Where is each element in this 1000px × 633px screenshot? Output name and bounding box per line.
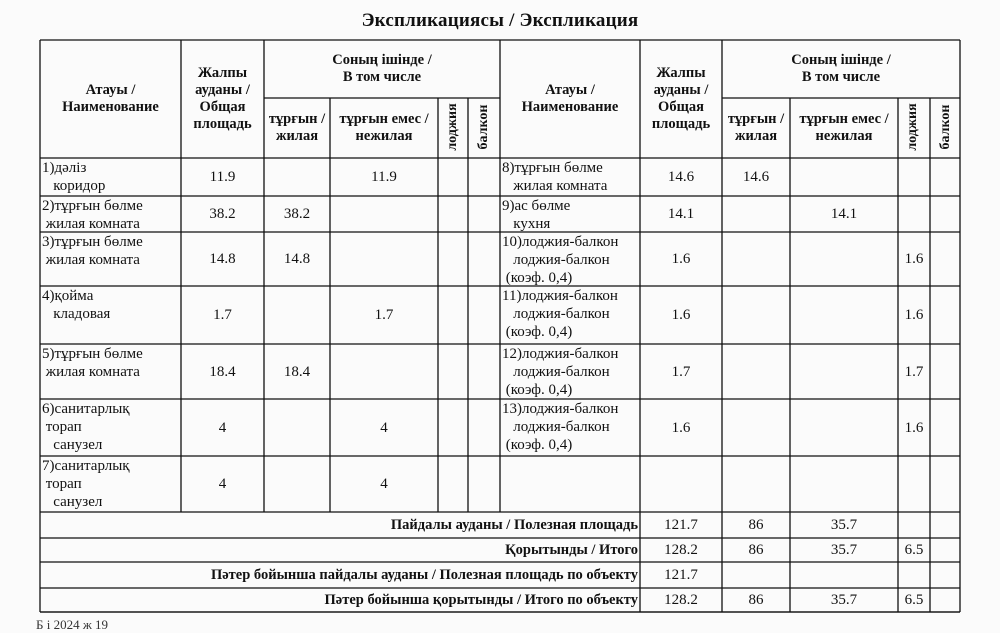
- header-nonliving-left: тұрғын емес / нежилая: [339, 111, 429, 144]
- row-nonliving-left: [330, 232, 438, 286]
- row-total-right: 14.1: [667, 206, 695, 222]
- footer-total: 128.2: [664, 542, 698, 558]
- row-name-right: [502, 457, 639, 511]
- row-nonliving-left: [330, 196, 438, 232]
- row-living-left: [264, 399, 330, 456]
- row-loggia-right: 1.6: [904, 251, 924, 267]
- row-nonliving-left: 4: [380, 476, 388, 492]
- row-total-right: 14.6: [667, 169, 695, 185]
- row-loggia-right: [898, 456, 930, 512]
- footer-total: 128.2: [664, 592, 698, 608]
- row-total-right: 1.7: [671, 363, 691, 380]
- row-name-left: 1)дәліз коридор: [42, 160, 106, 194]
- footer-label: Қорытынды / Итого: [505, 542, 638, 558]
- footer-living: 86: [748, 542, 764, 558]
- header-loggia-left: лоджия: [445, 103, 460, 151]
- header-name-left: Атауы / Наименование: [62, 82, 159, 115]
- row-nonliving-left: [330, 344, 438, 399]
- row-balcony-right: [930, 196, 960, 232]
- footer-balcony: [930, 562, 960, 588]
- row-loggia-right: 1.7: [904, 363, 924, 380]
- row-balcony-right: [930, 399, 960, 456]
- row-total-left: 4: [218, 419, 227, 436]
- row-total-left: 4: [218, 476, 227, 492]
- bottom-note: Б і 2024 ж 19: [36, 617, 109, 632]
- row-nonliving-right: [790, 286, 898, 344]
- row-balcony-left: [468, 232, 500, 286]
- row-total-right: 1.6: [671, 419, 691, 436]
- row-balcony-left: [468, 344, 500, 399]
- row-living-left: 38.2: [283, 206, 311, 222]
- footer-label: Пәтер бойынша пайдалы ауданы / Полезная площадь по объекту: [210, 567, 638, 583]
- footer-living: 86: [748, 517, 764, 533]
- row-balcony-left: [468, 196, 500, 232]
- footer-label: Пәтер бойынша қорытынды / Итого по объекту: [324, 592, 638, 608]
- row-loggia-left: [438, 158, 468, 196]
- row-balcony-right: [930, 344, 960, 399]
- row-loggia-left: [438, 456, 468, 512]
- row-total-right: 1.6: [671, 251, 691, 267]
- row-nonliving-right: [790, 158, 898, 196]
- row-balcony-right: [930, 286, 960, 344]
- row-balcony-left: [468, 399, 500, 456]
- header-nonliving-right: тұрғын емес / нежилая: [799, 111, 889, 144]
- row-loggia-left: [438, 196, 468, 232]
- header-balcony-right: балкон: [938, 104, 953, 150]
- footer-balcony: [930, 588, 960, 612]
- row-living-right: [722, 456, 790, 512]
- footer-loggia: 6.5: [904, 542, 924, 558]
- row-total-right: 1.6: [671, 307, 691, 323]
- row-balcony-right: [930, 158, 960, 196]
- row-total-left: 14.8: [209, 251, 236, 267]
- footer-balcony: [930, 512, 960, 538]
- row-loggia-left: [438, 344, 468, 399]
- header-loggia-right: лоджия: [905, 103, 920, 151]
- row-total-left: 18.4: [209, 363, 236, 380]
- footer-total: 121.7: [664, 567, 698, 583]
- row-loggia-left: [438, 232, 468, 286]
- row-name-left: 7)санитарлық торап санузел: [42, 458, 130, 510]
- header-balcony-left: балкон: [476, 104, 491, 150]
- row-living-right: [722, 196, 790, 232]
- header-incl-right: Соның ішінде / В том числе: [791, 52, 891, 85]
- row-name-left: 5)тұрғын бөлме жилая комната: [42, 346, 143, 380]
- row-nonliving-left: 1.7: [374, 307, 394, 323]
- footer-loggia: [898, 562, 930, 588]
- row-living-right: [722, 399, 790, 456]
- row-living-left: [264, 158, 330, 196]
- row-nonliving-right: 14.1: [830, 206, 858, 222]
- row-total-left: 1.7: [213, 307, 232, 323]
- footer-total: 121.7: [664, 517, 698, 533]
- row-name-right: 13)лоджия-балкон лоджия-балкон (коэф. 0,4): [502, 401, 619, 453]
- row-loggia-left: [438, 286, 468, 344]
- row-living-left: [264, 286, 330, 344]
- row-nonliving-left: 4: [380, 419, 388, 436]
- footer-nonliving: 35.7: [830, 592, 858, 608]
- row-loggia-right: 1.6: [904, 307, 924, 323]
- row-loggia-right: 1.6: [904, 419, 924, 436]
- row-loggia-right: [898, 158, 930, 196]
- row-loggia-left: [438, 399, 468, 456]
- header-total-right: Жалпы ауданы / Общая площадь: [651, 65, 711, 132]
- row-name-right: 12)лоджия-балкон лоджия-балкон (коэф. 0,4): [502, 346, 619, 398]
- row-nonliving-left: 11.9: [371, 169, 397, 185]
- row-balcony-right: [930, 456, 960, 512]
- row-nonliving-right: [790, 399, 898, 456]
- row-living-right: [722, 286, 790, 344]
- row-loggia-right: [898, 196, 930, 232]
- row-total-left: 38.2: [209, 206, 236, 222]
- footer-nonliving: [790, 562, 898, 588]
- row-name-left: 2)тұрғын бөлме жилая комната: [42, 198, 143, 232]
- footer-nonliving: 35.7: [830, 542, 858, 558]
- row-nonliving-right: [790, 344, 898, 399]
- header-living-left: тұрғын / жилая: [268, 111, 326, 144]
- footer-living: [722, 562, 790, 588]
- footer-balcony: [930, 538, 960, 562]
- header-total-left: Жалпы ауданы / Общая площадь: [193, 65, 252, 132]
- footer-living: 86: [748, 592, 764, 608]
- row-name-left: 4)қойма кладовая: [42, 288, 111, 322]
- row-balcony-left: [468, 158, 500, 196]
- row-nonliving-right: [790, 232, 898, 286]
- footer-label: Пайдалы ауданы / Полезная площадь: [390, 517, 638, 533]
- row-name-right: 9)ас бөлме кухня: [502, 198, 571, 232]
- row-balcony-left: [468, 286, 500, 344]
- row-living-right: [722, 232, 790, 286]
- row-living-left: 18.4: [283, 363, 311, 380]
- row-name-left: 3)тұрғын бөлме жилая комната: [42, 234, 143, 268]
- row-name-right: 11)лоджия-балкон лоджия-балкон (коэф. 0,4): [502, 288, 618, 340]
- header-name-right: Атауы / Наименование: [521, 82, 619, 115]
- row-balcony-left: [468, 456, 500, 512]
- row-name-left: 6)санитарлық торап санузел: [42, 401, 130, 453]
- row-living-right: 14.6: [742, 169, 770, 185]
- row-name-right: 8)тұрғын бөлме жилая комната: [502, 160, 608, 194]
- footer-loggia: [898, 512, 930, 538]
- footer-loggia: 6.5: [904, 592, 924, 608]
- page-title: Экспликациясы / Экспликация: [361, 10, 639, 31]
- footer-nonliving: 35.7: [830, 517, 858, 533]
- row-living-right: [722, 344, 790, 399]
- header-incl-left: Соның ішінде / В том числе: [332, 52, 432, 85]
- row-name-right: 10)лоджия-балкон лоджия-балкон (коэф. 0,4): [502, 234, 619, 286]
- row-total-left: 11.9: [209, 169, 236, 185]
- row-balcony-right: [930, 232, 960, 286]
- row-living-left: 14.8: [283, 251, 311, 267]
- header-living-right: тұрғын / жилая: [727, 111, 785, 144]
- row-living-left: [264, 456, 330, 512]
- row-total-right: [640, 456, 722, 512]
- row-nonliving-right: [790, 456, 898, 512]
